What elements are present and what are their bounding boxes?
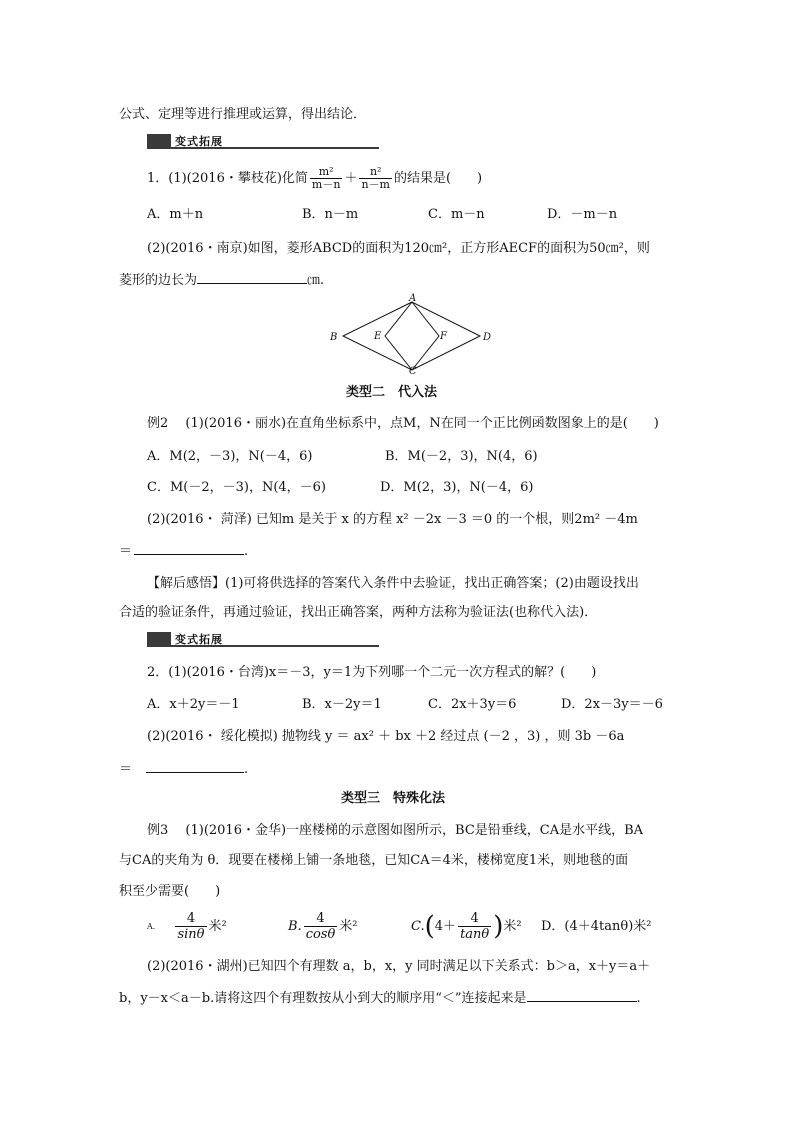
ex3-option-c-den: tanθ [460, 927, 490, 942]
ex3-option-b-num: 4 [316, 911, 325, 926]
insight-line2: 合适的验证条件，再通过验证，找出正确答案，两种方法称为验证法(也称代入法)． [119, 605, 598, 620]
section-bar-label: 变式拓展 [175, 135, 223, 148]
ex3-option-a-label: A. [147, 922, 156, 931]
ex3-option-a [147, 911, 227, 943]
ex3-part2-line2-post: . [636, 991, 641, 1006]
q1-plus: ＋ [344, 171, 358, 186]
ex3-part2-line2 [119, 988, 641, 1008]
rhombus-abcd [343, 302, 480, 370]
q2-option-c: C．2x＋3y＝6 [428, 697, 517, 712]
ex3-line1: 例3 (1)(2016・金华)一座楼梯的示意图如图所示，BC是铅垂线，CA是水平线，BA [147, 823, 644, 838]
intro-line: 公式、定理等进行推理或运算，得出结论． [119, 107, 367, 122]
ex3-option-a-frac [175, 911, 206, 942]
q1-frac1 [310, 166, 343, 191]
q2-part2-line2 [119, 759, 248, 779]
ex3-part2-line2-pre: b，y－x＜a－b.请将这四个有理数按从小到大的顺序用“＜”连接起来是 [119, 991, 527, 1006]
ex3-option-c [411, 911, 522, 943]
q1-frac1-den: m－n [311, 178, 341, 191]
ex3-option-c-label: C. [411, 919, 425, 934]
ex3-option-a-unit: 米² [208, 919, 227, 934]
ex3-option-b-label: B. [288, 919, 302, 934]
ex2-part2-line2-post: . [244, 544, 249, 559]
q1-frac2-den: n－m [361, 178, 390, 191]
q1-part2-line2 [119, 270, 324, 290]
q1-stem [147, 166, 482, 191]
section-bar-variant-1 [147, 134, 379, 149]
ex3-option-d: D．(4＋4tanθ)米² [541, 919, 652, 934]
q2-option-b: B．x－2y＝1 [302, 697, 382, 712]
ex2-option-b: B．M(－2，3)，N(4，6) [385, 449, 538, 464]
ex3-option-c-unit: 米² [503, 919, 522, 934]
q2-part2-line2-post: . [244, 762, 249, 777]
type2-title: 类型二 代入法 [346, 385, 438, 400]
q1-answer-blank[interactable] [197, 270, 307, 284]
ex2-option-a: A．M(2，－3)，N(－4，6) [147, 449, 313, 464]
q1-frac2 [359, 166, 392, 191]
q1-frac1-num: m² [318, 165, 334, 178]
insight-line1: 【解后感悟】(1)可将供选择的答案代入条件中去验证，找出正确答案；(2)由题设找出 [147, 576, 639, 591]
ex3-answer-blank[interactable] [527, 988, 637, 1002]
q1-stem-pre: 1．(1)(2016・攀枝花)化简 [147, 171, 308, 186]
ex2-option-d: D．M(2，3)，N(－4，6) [380, 480, 534, 495]
ex3-option-c-lparen: ( [424, 911, 435, 942]
section-bar-block [147, 134, 171, 149]
ex3-option-c-rparen: ) [493, 911, 504, 942]
label-a: A [409, 293, 417, 304]
q2-option-a: A．x＋2y＝－1 [147, 697, 240, 712]
ex3-option-b-den: cosθ [305, 927, 336, 942]
label-b: B [330, 332, 338, 343]
q1-part2-line1: (2)(2016・南京)如图，菱形ABCD的面积为120㎝²，正方形AECF的面积为50㎝²，则 [147, 241, 650, 256]
ex3-option-b [288, 911, 358, 943]
label-f: F [440, 331, 447, 342]
ex3-option-a-den: sinθ [177, 927, 205, 942]
q2-option-d: D．2x－3y＝－6 [561, 697, 663, 712]
q1-part2-line2-pre: 菱形的边长为 [119, 273, 198, 288]
q2-part2-line1: (2)(2016・ 绥化模拟) 抛物线 y ＝ ax² ＋ bx ＋2 经过点 (－2 ，3) ，则 3b －6a [147, 729, 625, 744]
rhombus-square-diagram [325, 292, 495, 374]
section-bar-block [147, 632, 171, 647]
ex3-line2: 与CA的夹角为 θ．现要在楼梯上铺一条地毯，已知CA＝4米，楼梯宽度1米，则地毯的面 [119, 853, 629, 868]
ex3-line3: 积至少需要( ) [119, 884, 221, 899]
q1-stem-post: 的结果是( ) [393, 171, 483, 186]
type3-title: 类型三 特殊化法 [341, 791, 446, 806]
section-bar-label: 变式拓展 [175, 633, 223, 646]
label-c: C [409, 366, 417, 374]
q1-frac2-num: n² [369, 165, 382, 178]
ex2-part2-line1: (2)(2016・ 菏泽) 已知m 是关于 x 的方程 x² －2x －3 ＝0 的一个根，则2m² －4m [147, 512, 638, 527]
square-aecf [385, 302, 439, 370]
label-d: D [483, 332, 492, 343]
q1-part2-line2-post: ㎝. [307, 273, 325, 288]
q1-option-c: C．m－n [428, 207, 485, 222]
label-e: E [374, 331, 382, 342]
q2-part2-line2-pre: ＝ [119, 762, 133, 777]
ex3-option-c-pre: 4＋ [434, 919, 457, 934]
ex3-option-b-unit: 米² [339, 919, 358, 934]
ex3-part2-line1: (2)(2016・湖州)已知四个有理数 a，b，x，y 同时满足以下关系式：b＞a，x＋y＝a＋ [147, 959, 651, 974]
ex2-part2-line2 [119, 541, 248, 561]
q2-stem: 2．(1)(2016・台湾)x＝－3，y＝1为下列哪一个二元一次方程式的解？( ) [147, 665, 597, 680]
q1-option-b: B．n－m [302, 207, 359, 222]
q1-option-a: A．m＋n [147, 207, 204, 222]
ex2-line1: 例2 (1)(2016・丽水)在直角坐标系中，点M，N在同一个正比例函数图象上的是( ) [147, 416, 659, 431]
ex3-option-c-num: 4 [470, 911, 479, 926]
q2-answer-blank[interactable] [146, 759, 244, 773]
ex3-option-b-frac [304, 911, 338, 942]
q1-option-d: D．－m－n [547, 207, 618, 222]
ex3-option-a-num: 4 [186, 911, 196, 926]
ex2-option-c: C．M(－2，－3)，N(4，－6) [147, 480, 327, 495]
section-bar-variant-2 [147, 632, 379, 647]
ex2-part2-line2-pre: ＝ [119, 544, 133, 559]
ex3-option-c-frac [458, 911, 491, 942]
ex2-answer-blank[interactable] [134, 541, 244, 555]
